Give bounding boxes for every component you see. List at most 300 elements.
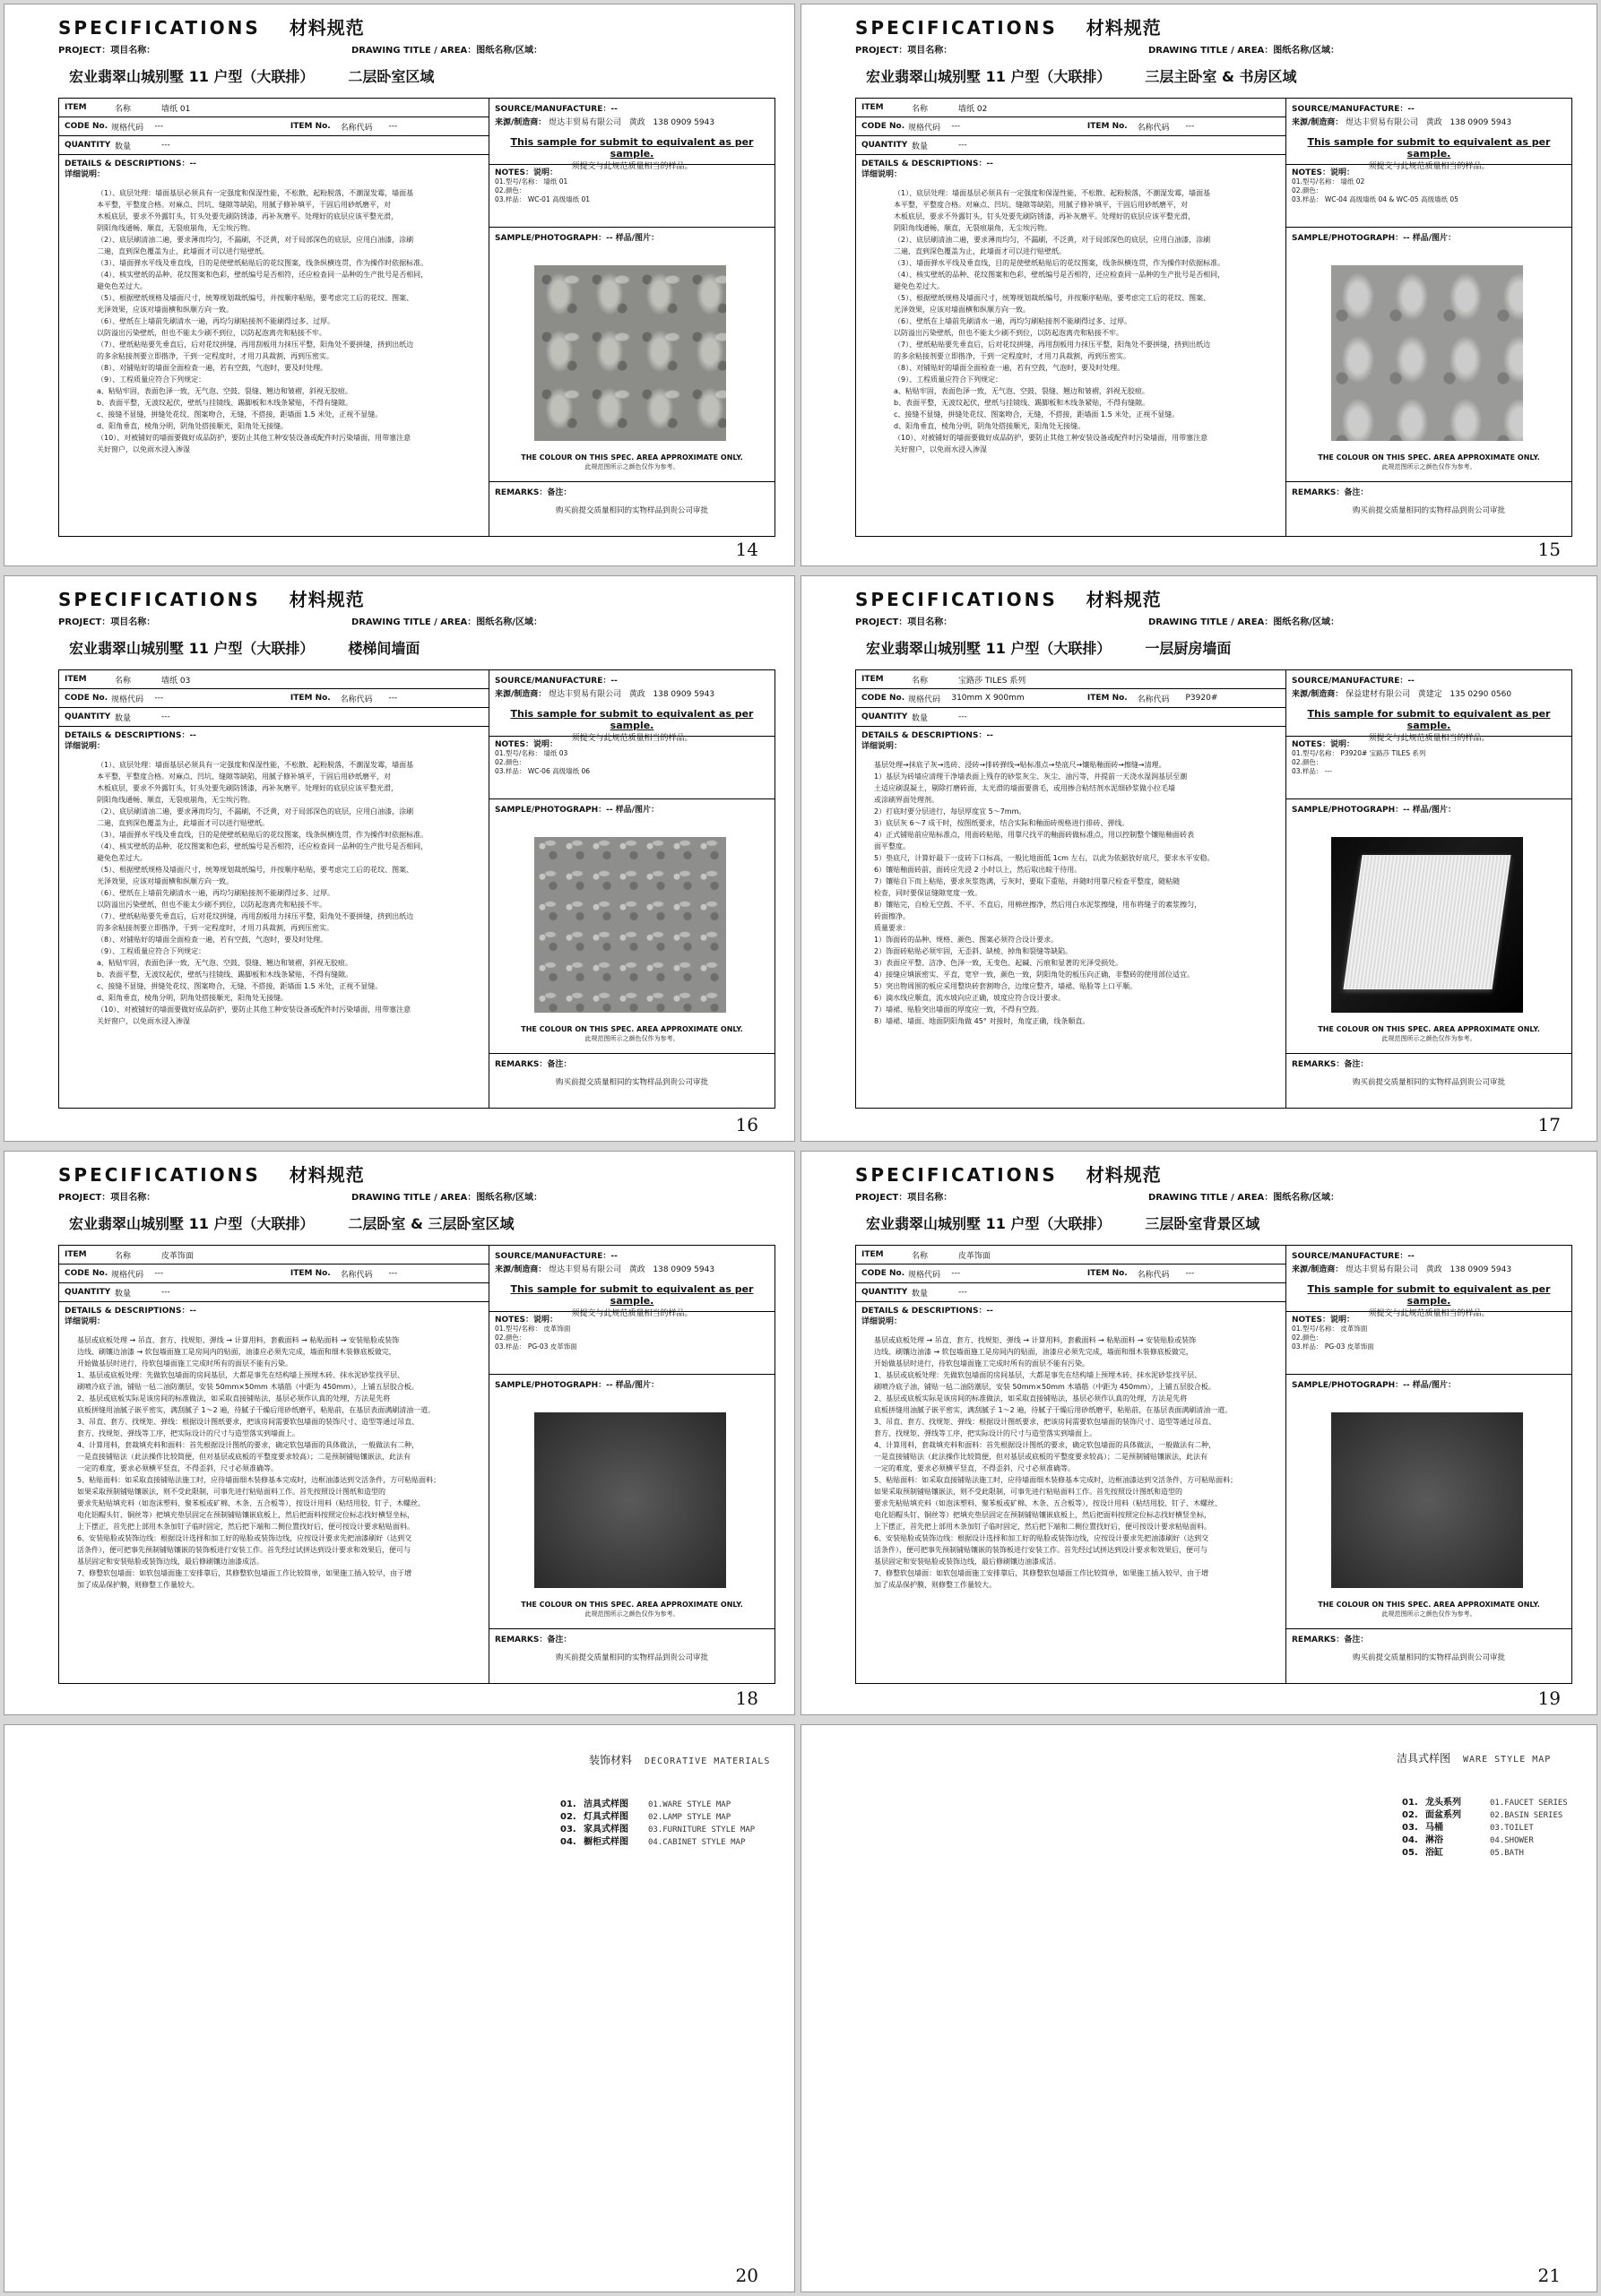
index-item[interactable] xyxy=(1402,1847,1568,1860)
index-item-number: 01. xyxy=(1402,1798,1418,1808)
note-model: 墙纸 01 xyxy=(543,177,568,186)
description-line: b、表面平整，无波纹起伏，壁纸与挂镜线、踢脚板和木线条紧贴，不得有缝隙。 xyxy=(97,971,353,979)
description-line: 2、基层或底板实际是该房间的标准做法，如采取直接铺贴法，基层必须作认真的处理，方法是先将 xyxy=(874,1394,1188,1403)
description-line: 7）墙裙、贴脸突出墙面的厚度应一致，不得有空鼓。 xyxy=(874,1006,1044,1014)
spec-title-cn: 材料规范 xyxy=(1086,589,1162,610)
description-line: 活条件），便可把事先预制铺贴镶嵌的装饰板进行安装工作。首先经过试拼达到设计要求和效果后，便可与 xyxy=(77,1546,411,1554)
description-line: （9）、工程质量应符合下列规定： xyxy=(894,375,1003,384)
code-value: --- xyxy=(951,1269,961,1278)
details-label: DETAILS & DESCRIPTIONS：-- 详细说明： xyxy=(861,160,993,179)
spec-table xyxy=(58,669,775,1109)
index-item-en: 04.CABINET STYLE MAP xyxy=(648,1838,746,1847)
description-line: 二遍，直到深色覆盖为止，此墙面才可以进行贴壁纸。 xyxy=(97,819,269,827)
project-label: PROJECT：项目名称： xyxy=(855,46,953,56)
area-name: 二层卧室 & 三层卧室区域 xyxy=(348,1215,515,1232)
index-item[interactable] xyxy=(1402,1834,1568,1847)
source-company: 煜达丰贸易有限公司 xyxy=(549,118,622,127)
index-item-en: 02.LAMP STYLE MAP xyxy=(648,1813,731,1822)
description-line: （2）、底层刷清油二遍，要求薄而均匀，不漏刷，不泛黄，对于局部深色的底层，应用白油漆，涂刷 xyxy=(97,807,414,816)
index-page xyxy=(800,1724,1597,2292)
description-line: a、粘贴牢固，表面色泽一致，无气泡、空鼓、裂缝、翘边和皱褶，斜视无胶痕。 xyxy=(894,387,1149,395)
description-line: （1）、底层处理：墙面基层必须具有一定强度和保湿性能，不松散、起粉脱落，不潮湿发霉，墙面基 xyxy=(894,189,1211,197)
equivalent-note-cn: 须提交与此规范质量相当的样品。 xyxy=(571,734,693,743)
quantity-row: QUANTITY 数量 --- xyxy=(59,1283,489,1302)
page-title xyxy=(866,1213,1259,1233)
index-title-cn: 洁具式样图 xyxy=(1397,1752,1451,1765)
description-line: （8）、对铺贴好的墙面全面检查一遍，若有空鼓，气泡时，要及时处理。 xyxy=(97,936,328,944)
spec-header xyxy=(58,13,365,39)
equivalent-note: This sample for submit to equivalent as per sample. xyxy=(1307,136,1551,160)
description-line: 关好窗户，以免雨水浸入渗湿 xyxy=(894,445,987,453)
description-line: 5）垫底尺，计算好最下一皮砖下口标高，一般比地面低 1cm 左右，以此为依据放好底尺，要求水平安稳。 xyxy=(874,854,1215,862)
item-row: ITEM 名称 皮革饰面 xyxy=(59,1246,489,1265)
item-value: 墙纸 02 xyxy=(958,104,988,114)
remarks-section: REMARKS：备注： 购买前提交质量相同的实物样品到贵公司审批 xyxy=(489,1054,775,1108)
project-name: 宏业翡翠山城别墅 11 户型（大联排） xyxy=(866,1215,1112,1232)
colour-disclaimer-cn: 此规范图所示之颜色仅作为参考。 xyxy=(1381,1035,1476,1042)
source-section: SOURCE/MANUFACTURE：-- 来源/制造商： 保益建材有限公司 黄建定 135 0290 0560 This sample for submit to equivalent as per sample. 须提交与此规范质量相当的样品。 xyxy=(1286,670,1571,737)
equivalent-note: This sample for submit to equivalent as per sample. xyxy=(1307,708,1551,731)
notes-section: NOTES：说明： 01.型号/名称： 皮革饰面 02.颜色： 03.样品： PG-03 皮革饰面 xyxy=(1286,1312,1571,1375)
equivalent-note-cn: 须提交与此规范质量相当的样品。 xyxy=(1368,1309,1490,1318)
description-line: 光泽效果，应该对墙面横和纵顺方向一致。 xyxy=(894,306,1030,314)
index-title-en: DECORATIVE MATERIALS xyxy=(645,1757,771,1766)
description-line: 基层或底板处理 → 吊直、套方、找规矩、弹线 → 计算用料，套截面料 → 粘贴面料 → 安装贴脸或装饰 xyxy=(77,1336,400,1344)
note-model: 皮革饰面 xyxy=(1340,1325,1368,1333)
spec-left-column xyxy=(59,670,489,1108)
index-page xyxy=(4,1724,795,2292)
spec-left-column xyxy=(856,99,1286,536)
description-line: 8）墙裙、墙面、地面阴阳角做 45° 对接时，角度正确，线条顺直。 xyxy=(874,1017,1090,1025)
spec-header xyxy=(855,1161,1162,1187)
project-name: 宏业翡翠山城别墅 11 户型（大联排） xyxy=(69,68,315,85)
spec-title-en: SPECIFICATIONS xyxy=(58,17,261,39)
index-item-number: 02. xyxy=(560,1812,576,1822)
sample-section: SAMPLE/PHOTOGRAPH：-- 样品/图片： THE COLOUR ON THIS SPEC. AREA APPROXIMATE ONLY. 此规范图所示之颜色仅作为参考。 xyxy=(489,228,775,482)
description-line: 避免色差过大。 xyxy=(894,282,944,290)
spec-left-column xyxy=(856,670,1286,1108)
tile-slab-image xyxy=(1343,855,1510,989)
description-line: 8）镶贴完，自检无空鼓、不平、不直后，用棉丝擦净，然后用白水泥浆擦缝，用布将缝子的素浆擦匀， xyxy=(874,901,1202,909)
index-item-cn: 橱柜式样图 xyxy=(584,1837,628,1847)
source-company: 保益建材有限公司 xyxy=(1346,690,1411,699)
note-model: 墙纸 02 xyxy=(1340,177,1365,186)
equivalent-note: This sample for submit to equivalent as per sample. xyxy=(510,1283,754,1307)
page-number: 21 xyxy=(1537,2265,1561,2286)
description-line: 加了成品保护膜，则修整工作量较大。 xyxy=(874,1581,996,1589)
description-line: 套方、找规矩、弹线等工序，把实际设计的尺寸与造型落实到墙面上。 xyxy=(874,1429,1096,1437)
source-company: 煜达丰贸易有限公司 xyxy=(549,1265,622,1274)
project-label: PROJECT：项目名称： xyxy=(855,1193,953,1203)
index-item-number: 03. xyxy=(1402,1823,1418,1833)
remarks-value: 购买前提交质量相同的实物样品到贵公司审批 xyxy=(555,1078,708,1087)
description-line: 光泽效果，应该对墙面横和纵顺方向一致。 xyxy=(97,306,233,314)
spec-header xyxy=(58,1161,365,1187)
equivalent-note-cn: 须提交与此规范质量相当的样品。 xyxy=(571,162,693,171)
colour-disclaimer-cn: 此规范图所示之颜色仅作为参考。 xyxy=(584,1035,679,1042)
details-label: DETAILS & DESCRIPTIONS：-- 详细说明： xyxy=(65,731,196,751)
description-line: （5）、根据壁纸规格及墙面尺寸，统筹规划裁纸编号，并按顺序粘贴，要考虑完工后的花纹、图案、 xyxy=(97,294,414,302)
source-phone: 138 0909 5943 xyxy=(653,118,715,127)
source-contact: 黄政 xyxy=(628,118,645,127)
colour-disclaimer-cn: 此规范图所示之颜色仅作为参考。 xyxy=(1381,1610,1476,1618)
description-line: 6、安装贴脸或装饰边线：根据设计选择和加工好的贴脸或装饰边线，应按设计要求先把油漆刷好（达到交 xyxy=(874,1534,1209,1542)
description-line: （7）、壁纸粘贴要先垂直后，后对花纹拼缝，再用刮板用力抹压平整，阳角处不要拼缝，挤到出纸边 xyxy=(97,912,414,920)
description-line: 要求先粘贴填充料（如泡沫塑料、聚苯板或矿棉、木条、五合板等），按设计用料（粘结用胶、钉子、木螺丝、 xyxy=(77,1499,425,1507)
description-line: 1、基层或底板处理：先做软包墙面的房间基层，大都是事先在结构墙上预埋木砖、抹水泥砂浆找平层、 xyxy=(77,1371,405,1379)
spec-page xyxy=(800,575,1597,1142)
description-line: 以防溢出污染壁纸，但也不能太少刷不到位，以防起泡离壳和粘接不牢。 xyxy=(97,901,326,909)
project-name: 宏业翡翠山城别墅 11 户型（大联排） xyxy=(866,640,1112,657)
item-value: 皮革饰面 xyxy=(958,1251,991,1261)
description-line: （4）、核实壁纸的品种、花纹图案和色彩，壁纸编号是否相符，还应检查同一品种的生产批号是否相同， xyxy=(97,842,428,850)
description-line: 加了成品保护膜，则修整工作量较大。 xyxy=(77,1581,199,1589)
index-item-number: 04. xyxy=(560,1837,576,1847)
spec-page xyxy=(800,4,1597,566)
itemno-value: --- xyxy=(1185,122,1195,131)
quantity-row: QUANTITY 数量 --- xyxy=(59,136,489,155)
description-line: 木板底层，要求不外露钉头，钉头处要先刷防锈漆，再补灰磨平。处理好的底层应该平整光滑， xyxy=(894,212,1195,220)
index-title-cn: 装饰材料 xyxy=(589,1754,633,1766)
colour-disclaimer: THE COLOUR ON THIS SPEC. AREA APPROXIMATE ONLY. xyxy=(521,453,743,462)
drawing-title-label: DRAWING TITLE / AREA：图纸名称/区域： xyxy=(1148,617,1339,627)
spec-right-column xyxy=(489,670,775,1108)
description-line: （2）、底层刷清油二遍，要求薄而均匀，不漏刷，不泛黄，对于局部深色的底层，应用白油漆，涂刷 xyxy=(894,236,1211,244)
note-sample: WC-01 高级墙纸 01 xyxy=(527,195,591,203)
page-number: 15 xyxy=(1537,539,1561,560)
description-line: 开始做基层时进行，待软包墙面施工完成时所有的面层不能有污染。 xyxy=(874,1359,1089,1368)
description-line: 3）底层灰 6～7 成干时，按图纸要求，结合实际和釉面砖规格进行排砖、弹线。 xyxy=(874,819,1129,827)
index-item-en: 04.SHOWER xyxy=(1490,1836,1534,1845)
description-line: 阴阳角线通畅、顺直，无裂痕崩角，无尘埃污物。 xyxy=(97,796,255,804)
sample-section: SAMPLE/PHOTOGRAPH：-- 样品/图片： THE COLOUR ON THIS SPEC. AREA APPROXIMATE ONLY. 此规范图所示之颜色仅作为参考。 xyxy=(489,1375,775,1629)
description-line: （2）、底层刷清油二遍，要求薄而均匀，不漏刷，不泛黄，对于局部深色的底层，应用白油漆，涂刷 xyxy=(97,236,414,244)
description-line: （4）、核实壁纸的品种、花纹图案和色彩，壁纸编号是否相符，还应检查同一品种的生产批号是否相同， xyxy=(97,271,428,279)
code-row: CODE No. 规格代码 310mm X 900mm ITEM No. 名称代码 P3920# xyxy=(856,689,1285,708)
spec-header xyxy=(855,13,1162,39)
notes-section: NOTES：说明： 01.型号/名称： 墙纸 03 02.颜色： 03.样品： WC-06 高级墙纸 06 xyxy=(489,737,775,799)
description-line: 5、粘贴面料：如采取直接铺贴法施工时，应待墙面细木装修基本完成时，边框油漆达到交活条件，方可粘贴面料； xyxy=(874,1476,1238,1484)
description-line: 一是直接铺贴法（此法操作比较简便，但对基层或底板的平整度要求较高）；二是预制铺贴镶嵌法，此法有 xyxy=(77,1453,411,1461)
description-line: 2、基层或底板实际是该房间的标准做法，如采取直接铺贴法，基层必须作认真的处理，方法是先将 xyxy=(77,1394,391,1403)
description-text xyxy=(59,184,489,455)
description-line: a、粘贴牢固，表面色泽一致，无气泡、空鼓、裂缝、翘边和皱褶，斜视无胶痕。 xyxy=(97,959,352,967)
sample-photo xyxy=(1331,265,1523,441)
index-item[interactable] xyxy=(560,1799,755,1811)
notes-section: NOTES：说明： 01.型号/名称： 墙纸 02 02.颜色： 03.样品： WC-04 高级墙纸 04 & WC-05 高级墙纸 05 xyxy=(1286,165,1571,228)
equivalent-note-cn: 须提交与此规范质量相当的样品。 xyxy=(571,1309,693,1318)
index-item[interactable] xyxy=(560,1836,755,1849)
code-row: CODE No. 规格代码 --- ITEM No. 名称代码 --- xyxy=(856,117,1285,136)
source-contact: 黄政 xyxy=(1425,118,1442,127)
sample-photo xyxy=(1331,1412,1523,1588)
description-line: 上下摆正，首先把上部用木条加钉子临时固定，然后把下端和二侧位置找好后，便可按设计要求粘贴面料。 xyxy=(77,1523,414,1531)
description-line: 边线、刷镶边油漆 → 软包墙面施工是房间内的贴面，油漆应必须先完成，墙面和细木装修底板做完， xyxy=(874,1348,1193,1356)
spec-table xyxy=(58,98,775,537)
item-row: ITEM 名称 墙纸 02 xyxy=(856,99,1285,117)
description-line: 避免色差过大。 xyxy=(97,282,147,290)
description-line: 7、修整软包墙面：如软包墙面施工安排靠后，其修整软包墙面工作比较简单，如果施工插入较早，由于增 xyxy=(874,1569,1209,1577)
spec-table xyxy=(58,1245,775,1684)
itemno-value: --- xyxy=(388,122,398,131)
source-section: SOURCE/MANUFACTURE：-- 来源/制造商： 煜达丰贸易有限公司 黄政 138 0909 5943 This sample for submit to equivalent as per sample. 须提交与此规范质量相当的样品。 xyxy=(489,99,775,165)
remarks-value: 购买前提交质量相同的实物样品到贵公司审批 xyxy=(1352,1078,1505,1087)
description-line: （8）、对铺贴好的墙面全面检查一遍，若有空鼓，气泡时，要及时处理。 xyxy=(97,364,328,372)
source-company: 煜达丰贸易有限公司 xyxy=(1346,1265,1419,1274)
index-item-number: 04. xyxy=(1402,1835,1418,1845)
equivalent-note: This sample for submit to equivalent as per sample. xyxy=(1307,1283,1551,1307)
spec-title-cn: 材料规范 xyxy=(289,589,365,610)
quantity-value: --- xyxy=(958,141,967,150)
description-line: d、阳角垂直，棱角分明，阴角处搭接顺光，阳角处无接缝。 xyxy=(97,422,289,430)
item-row: ITEM 名称 宝路莎 TILES 系列 xyxy=(856,670,1285,689)
page-title xyxy=(69,1213,515,1233)
index-item-en: 05.BATH xyxy=(1490,1849,1524,1858)
spec-left-column xyxy=(59,1246,489,1683)
description-line: 光泽效果，应该对墙面横和纵顺方向一致。 xyxy=(97,877,233,885)
description-line: 检查，同时要保证缝隙宽度一致。 xyxy=(874,889,982,897)
description-line: 或涂刷界面处理剂。 xyxy=(874,796,939,804)
page-number: 14 xyxy=(735,539,758,560)
details-label: DETAILS & DESCRIPTIONS：-- 详细说明： xyxy=(65,1307,196,1326)
equivalent-note-cn: 须提交与此规范质量相当的样品。 xyxy=(1368,734,1490,743)
code-row: CODE No. 规格代码 --- ITEM No. 名称代码 --- xyxy=(59,1265,489,1283)
itemno-value: --- xyxy=(388,694,398,703)
quantity-value: --- xyxy=(161,1288,170,1297)
description-line: （7）、壁纸粘贴要先垂直后，后对花纹拼缝，再用刮板用力抹压平整，阳角处不要拼缝，挤到出纸边 xyxy=(894,341,1211,349)
index-item-cn: 浴缸 xyxy=(1425,1848,1443,1858)
note-sample: PG-03 皮革饰面 xyxy=(1324,1342,1374,1351)
index-item[interactable] xyxy=(560,1824,755,1836)
notes-section: NOTES：说明： 01.型号/名称： P3920# 宝路莎 TILES 系列 02.颜色： 03.样品： --- xyxy=(1286,737,1571,799)
description-text xyxy=(856,184,1285,455)
page-number: 17 xyxy=(1537,1114,1561,1135)
description-line: 上下摆正，首先把上部用木条加钉子临时固定，然后把下端和二侧位置找好后，便可按设计要求粘贴面料。 xyxy=(874,1523,1211,1531)
spec-table xyxy=(855,1245,1572,1684)
index-item-number: 05. xyxy=(1402,1848,1418,1858)
description-line: （6）、壁纸在上墙前先刷清水一遍，再均匀刷粘接剂不能刷得过多、过厚。 xyxy=(97,889,335,897)
index-item[interactable] xyxy=(1402,1822,1568,1834)
index-item-cn: 洁具式样图 xyxy=(584,1800,628,1809)
description-line: （10）、对被铺好的墙面要做好成品防护，要防止其他工种安装设备或配件时污染墙面，用带塞注意 xyxy=(97,434,411,442)
description-line: （3）、墙面弹水平线及垂直线，目的是使壁纸粘贴后的花纹图案，线条纵横连贯，作为操作时依据标准。 xyxy=(97,259,428,267)
remarks-section: REMARKS：备注： 购买前提交质量相同的实物样品到贵公司审批 xyxy=(489,1629,775,1683)
sample-photo xyxy=(1331,837,1523,1013)
note-sample: PG-03 皮革饰面 xyxy=(527,1342,577,1351)
colour-disclaimer: THE COLOUR ON THIS SPEC. AREA APPROXIMATE ONLY. xyxy=(521,1025,743,1033)
item-value: 皮革饰面 xyxy=(161,1251,195,1261)
description-line: 7）镶贴自下而上粘贴，要求灰浆饱满，亏灰时，要取下重贴，并随时用靠尺检查平整度，随粘随 xyxy=(874,877,1181,885)
spec-title-en: SPECIFICATIONS xyxy=(855,1164,1058,1186)
spec-title-cn: 材料规范 xyxy=(289,17,365,39)
description-text xyxy=(59,755,489,1027)
area-name: 二层卧室区域 xyxy=(348,68,435,85)
source-contact: 黄建定 xyxy=(1417,690,1442,699)
description-line: 2）打底时要分层进行，每层厚度宜 5～7mm。 xyxy=(874,807,1026,816)
description-line: （6）、壁纸在上墙前先刷清水一遍，再均匀刷粘接剂不能刷得过多、过厚。 xyxy=(97,317,335,325)
description-line: 2）饰面砖粘贴必须牢固，无歪斜、缺棱、掉角和裂缝等缺陷。 xyxy=(874,947,1073,955)
description-line: 电化铝帽头钉、铜丝等）把填充垫层固定在预制铺贴镶嵌底板上，然后把面料按照定位标志找好横竖坐标， xyxy=(874,1511,1211,1519)
spec-page xyxy=(4,575,795,1142)
equivalent-note-cn: 须提交与此规范质量相当的样品。 xyxy=(1368,162,1490,171)
description-line: 阴阳角线通畅、顺直，无裂痕崩角，无尘埃污物。 xyxy=(97,224,255,232)
description-line: （6）、壁纸在上墙前先刷清水一遍，再均匀刷粘接剂不能刷得过多、过厚。 xyxy=(894,317,1132,325)
area-name: 一层厨房墙面 xyxy=(1145,640,1232,657)
source-phone: 138 0909 5943 xyxy=(1450,1265,1512,1274)
description-line: b、表面平整，无波纹起伏，壁纸与挂镜线、踢脚板和木线条紧贴，不得有缝隙。 xyxy=(894,399,1150,407)
description-line: 木板底层，要求不外露钉头，钉头处要先刷防锈漆，再补灰磨平。处理好的底层应该平整光滑， xyxy=(97,212,398,220)
index-item-cn: 淋浴 xyxy=(1425,1835,1443,1845)
colour-disclaimer: THE COLOUR ON THIS SPEC. AREA APPROXIMATE ONLY. xyxy=(1318,1601,1540,1609)
description-line: 以防溢出污染壁纸，但也不能太少刷不到位，以防起泡离壳和粘接不牢。 xyxy=(97,329,326,337)
description-line: 刷喷冷底子油，铺贴一毡二油防潮层，安装 50mm×50mm 木墙筋（中距为 450mm），上铺五层胶合板。 xyxy=(874,1383,1216,1391)
description-line: 1、基层或底板处理：先做软包墙面的房间基层，大都是事先在结构墙上预埋木砖、抹水泥砂浆找平层、 xyxy=(874,1371,1202,1379)
source-section: SOURCE/MANUFACTURE：-- 来源/制造商： 煜达丰贸易有限公司 黄政 138 0909 5943 This sample for submit to equivalent as per sample. 须提交与此规范质量相当的样品。 xyxy=(489,1246,775,1312)
description-line: 5）突出物周围的板应采用整块砖套割吻合，边缘应整齐，墙裙、贴脸等上口平顺。 xyxy=(874,982,1138,990)
index-item-cn: 家具式样图 xyxy=(584,1825,628,1834)
area-name: 三层卧室背景区域 xyxy=(1145,1215,1260,1232)
note-model: 墙纸 03 xyxy=(543,749,568,757)
item-row: ITEM 名称 墙纸 03 xyxy=(59,670,489,689)
description-line: 一是直接铺贴法（此法操作比较简便，但对基层或底板的平整度要求较高）；二是预制铺贴镶嵌法，此法有 xyxy=(874,1453,1207,1461)
drawing-title-label: DRAWING TITLE / AREA：图纸名称/区域： xyxy=(351,46,542,56)
description-line: 6、安装贴脸或装饰边线：根据设计选择和加工好的贴脸或装饰边线，应按设计要求先把油漆刷好（达到交 xyxy=(77,1534,412,1542)
description-line: 木板底层，要求不外露钉头，钉头处要先刷防锈漆，再补灰磨平。处理好的底层应该平整光滑， xyxy=(97,784,398,792)
description-line: （9）、工程质量应符合下列规定： xyxy=(97,375,206,384)
source-section: SOURCE/MANUFACTURE：-- 来源/制造商： 煜达丰贸易有限公司 黄政 138 0909 5943 This sample for submit to equivalent as per sample. 须提交与此规范质量相当的样品。 xyxy=(1286,1246,1571,1312)
source-phone: 138 0909 5943 xyxy=(1450,118,1512,127)
description-line: 活条件），便可把事先预制铺贴镶嵌的装饰板进行安装工作。首先经过试拼达到设计要求和效果后，便可与 xyxy=(874,1546,1207,1554)
spec-title-en: SPECIFICATIONS xyxy=(58,589,261,610)
drawing-title-label: DRAWING TITLE / AREA：图纸名称/区域： xyxy=(351,1193,542,1203)
quantity-row: QUANTITY 数量 --- xyxy=(856,1283,1285,1302)
description-line: 1）饰面砖的品种、规格、颜色、图案必须符合设计要求。 xyxy=(874,936,1059,944)
description-line: 边线、刷镶边油漆 → 软包墙面施工是房间内的贴面，油漆应必须先完成，墙面和细木装修底板做完， xyxy=(77,1348,396,1356)
colour-disclaimer: THE COLOUR ON THIS SPEC. AREA APPROXIMATE ONLY. xyxy=(1318,453,1540,462)
description-line: 6）滴水线应顺直，流水坡向应正确，坡度应符合设计要求。 xyxy=(874,994,1066,1002)
source-contact: 黄政 xyxy=(1425,1265,1442,1274)
description-line: 二遍，直到深色覆盖为止，此墙面才可以进行贴壁纸。 xyxy=(894,247,1066,255)
description-line: 以防溢出污染壁纸，但也不能太少刷不到位，以防起泡离壳和粘接不牢。 xyxy=(894,329,1123,337)
index-item-en: 01.WARE STYLE MAP xyxy=(648,1800,731,1809)
index-item[interactable] xyxy=(1402,1797,1568,1809)
spec-left-column xyxy=(856,1246,1286,1683)
index-title xyxy=(589,1752,770,1767)
description-line: （8）、对铺贴好的墙面全面检查一遍，若有空鼓，气泡时，要及时处理。 xyxy=(894,364,1125,372)
description-line: （3）、墙面弹水平线及垂直线，目的是使壁纸粘贴后的花纹图案，线条纵横连贯，作为操作时依据标准。 xyxy=(894,259,1225,267)
description-line: 4）正式铺贴前应贴标准点，用面砖粘贴，用靠尺找平的釉面砖做标准点，用以控制整个镶贴釉面砖表 xyxy=(874,831,1195,839)
description-line: 避免色差过大。 xyxy=(97,854,147,862)
description-line: 基层固定和安装贴脸或装饰边线，最后修刷镶边油漆成活。 xyxy=(77,1558,264,1566)
description-line: 关好窗户，以免雨水浸入渗湿 xyxy=(97,445,190,453)
remarks-section: REMARKS：备注： 购买前提交质量相同的实物样品到贵公司审批 xyxy=(1286,1054,1571,1108)
item-row: ITEM 名称 墙纸 01 xyxy=(59,99,489,117)
itemno-value: P3920# xyxy=(1185,694,1218,703)
project-label: PROJECT：项目名称： xyxy=(58,617,156,627)
equivalent-note: This sample for submit to equivalent as per sample. xyxy=(510,136,754,160)
description-line: （10）、对被铺好的墙面要做好成品防护，要防止其他工种安装设备或配件时污染墙面，用带塞注意 xyxy=(894,434,1208,442)
description-line: b、表面平整，无波纹起伏，壁纸与挂镜线、踢脚板和木线条紧贴，不得有缝隙。 xyxy=(97,399,353,407)
description-line: 基层固定和安装贴脸或装饰边线，最后修刷镶边油漆成活。 xyxy=(874,1558,1060,1566)
project-label: PROJECT：项目名称： xyxy=(58,46,156,56)
spec-page xyxy=(4,1151,795,1715)
page-title xyxy=(866,65,1297,86)
description-line: 如果采取预制铺贴镶嵌法，则不受此限制，可事先进行粘贴面料工作。首先按照设计图纸和造型的 xyxy=(874,1488,1182,1496)
remarks-section: REMARKS：备注： 购买前提交质量相同的实物样品到贵公司审批 xyxy=(1286,1629,1571,1683)
remarks-value: 购买前提交质量相同的实物样品到贵公司审批 xyxy=(1352,506,1505,515)
quantity-row: QUANTITY 数量 --- xyxy=(59,708,489,727)
spec-right-column xyxy=(1286,99,1571,536)
index-item-cn: 马桶 xyxy=(1425,1823,1443,1833)
spec-page xyxy=(4,4,795,566)
description-line: 1）基层为砖墙应清理干净墙表面上残存的砂浆灰尘、灰尘、油污等，并提前一天浇水湿润基层至潮 xyxy=(874,773,1188,781)
sample-section: SAMPLE/PHOTOGRAPH：-- 样品/图片： THE COLOUR ON THIS SPEC. AREA APPROXIMATE ONLY. 此规范图所示之颜色仅作为参考。 xyxy=(1286,228,1571,482)
item-value: 墙纸 03 xyxy=(161,676,191,686)
description-line: 的多余粘接剂要立即揩净，干到一定程度时，才用刀具裁割，再到压密实。 xyxy=(894,352,1130,360)
page-title xyxy=(866,637,1231,658)
index-item[interactable] xyxy=(1402,1809,1568,1822)
description-line: 一定的难度，要求必须横平竖直，不得歪斜，尺寸必须准确等。 xyxy=(874,1464,1075,1472)
source-contact: 黄政 xyxy=(628,690,645,699)
description-line: 刷喷冷底子油，铺贴一毡二油防潮层，安装 50mm×50mm 木墙筋（中距为 450mm），上铺五层胶合板。 xyxy=(77,1383,419,1391)
page-title xyxy=(69,65,434,86)
area-name: 三层主卧室 & 书房区域 xyxy=(1145,68,1297,85)
colour-disclaimer: THE COLOUR ON THIS SPEC. AREA APPROXIMATE ONLY. xyxy=(1318,1025,1540,1033)
description-line: 一定的难度，要求必须横平竖直，不得歪斜，尺寸必须准确等。 xyxy=(77,1464,278,1472)
description-line: 6）镶贴釉面砖前，面砖应先浸 2 小时以上，然后取出晾干待用。 xyxy=(874,866,1082,874)
description-line: 5、粘贴面料：如采取直接铺贴法施工时，应待墙面细木装修基本完成时，边框油漆达到交活条件，方可粘贴面料； xyxy=(77,1476,441,1484)
spec-header xyxy=(58,585,365,611)
sample-section: SAMPLE/PHOTOGRAPH：-- 样品/图片： THE COLOUR ON THIS SPEC. AREA APPROXIMATE ONLY. 此规范图所示之颜色仅作为参考。 xyxy=(489,799,775,1054)
description-line: （4）、核实壁纸的品种、花纹图案和色彩，壁纸编号是否相符，还应检查同一品种的生产批号是否相同， xyxy=(894,271,1225,279)
spec-title-en: SPECIFICATIONS xyxy=(855,17,1058,39)
description-line: a、粘贴牢固，表面色泽一致，无气泡、空鼓、裂缝、翘边和皱褶，斜视无胶痕。 xyxy=(97,387,352,395)
description-line: 本平整，平整度合格。对麻点、凹坑、缝隙等缺陷，用腻子修补填平，干固后用砂纸磨平，对 xyxy=(894,201,1188,209)
description-line: 的多余粘接剂要立即揩净，干到一定程度时，才用刀具裁割，再到压密实。 xyxy=(97,924,333,932)
colour-disclaimer-cn: 此规范图所示之颜色仅作为参考。 xyxy=(584,1610,679,1618)
description-line: 阴阳角线通畅、顺直，无裂痕崩角，无尘埃污物。 xyxy=(894,224,1051,232)
itemno-value: --- xyxy=(1185,1269,1195,1278)
description-line: 关好窗户，以免雨水浸入渗湿 xyxy=(97,1017,190,1025)
spec-table xyxy=(855,669,1572,1109)
page-title xyxy=(69,637,420,658)
description-line: 砖面擦净。 xyxy=(874,912,910,920)
note-model: P3920# 宝路莎 TILES 系列 xyxy=(1340,749,1426,757)
quantity-value: --- xyxy=(161,712,170,721)
index-item-en: 01.FAUCET SERIES xyxy=(1490,1799,1568,1808)
description-line: 底板拼缝用油腻子嵌平密实，满刮腻子 1～2 遍，待腻子干燥后用砂纸磨平，粘贴前，在基层表面满刷清油一道。 xyxy=(77,1406,436,1414)
project-name: 宏业翡翠山城别墅 11 户型（大联排） xyxy=(69,640,315,657)
spec-right-column xyxy=(489,99,775,536)
index-item-number: 01. xyxy=(560,1800,576,1809)
area-name: 楼梯间墙面 xyxy=(348,640,420,657)
note-model: 皮革饰面 xyxy=(543,1325,571,1333)
description-line: 土适应刷混凝土，剔除打磨砖面，太光滑的墙面要凿毛，或用掺合粘结剂水泥细砂浆做小拉毛墙 xyxy=(874,784,1175,792)
spec-table xyxy=(855,98,1572,537)
description-line: d、阳角垂直，棱角分明，阴角处搭接顺光，阳角处无接缝。 xyxy=(97,994,289,1002)
index-item[interactable] xyxy=(560,1811,755,1824)
sample-section: SAMPLE/PHOTOGRAPH：-- 样品/图片： THE COLOUR ON THIS SPEC. AREA APPROXIMATE ONLY. 此规范图所示之颜色仅作为参考。 xyxy=(1286,799,1571,1054)
description-line: 4、计算用料，套裁填充料和面料：首先根据设计图纸的要求，确定软包墙面的具体做法，一般做法有二种， xyxy=(77,1441,420,1449)
description-line: 的多余粘接剂要立即揩净，干到一定程度时，才用刀具裁割，再到压密实。 xyxy=(97,352,333,360)
description-line: （9）、工程质量应符合下列规定： xyxy=(97,947,206,955)
project-name: 宏业翡翠山城别墅 11 户型（大联排） xyxy=(866,68,1112,85)
code-value: --- xyxy=(154,122,164,131)
description-text xyxy=(59,1331,489,1591)
source-section: SOURCE/MANUFACTURE：-- 来源/制造商： 煜达丰贸易有限公司 黄政 138 0909 5943 This sample for submit to equivalent as per sample. 须提交与此规范质量相当的样品。 xyxy=(489,670,775,737)
details-label: DETAILS & DESCRIPTIONS：-- 详细说明： xyxy=(861,1307,993,1326)
index-item-cn: 龙头系列 xyxy=(1425,1798,1461,1808)
